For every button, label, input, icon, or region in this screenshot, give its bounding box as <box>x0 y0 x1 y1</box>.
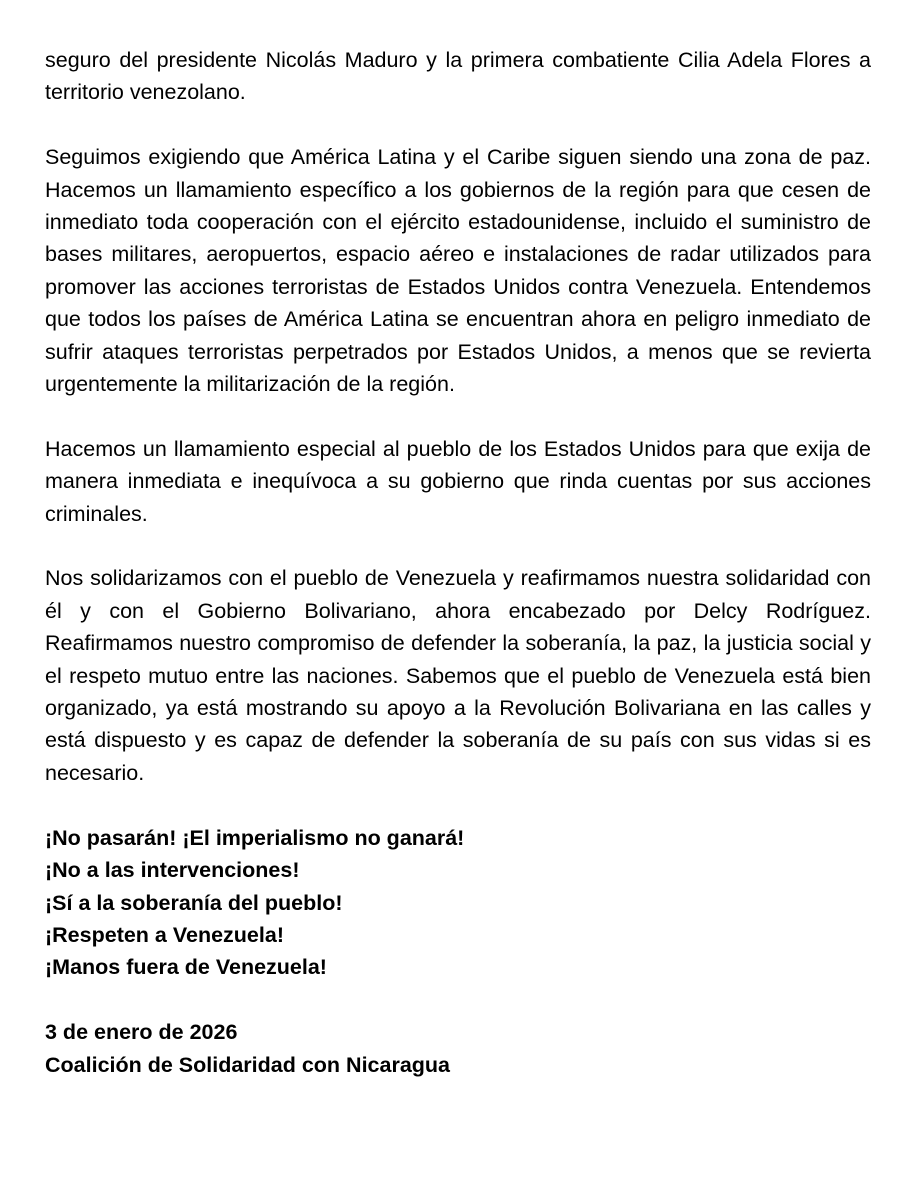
signature-organization: Coalición de Solidaridad con Nicaragua <box>45 1052 451 1077</box>
signature-date: 3 de enero de 2026 <box>45 1020 238 1045</box>
paragraph-zone-of-peace: Seguimos exigiendo que América Latina y el Caribe siguen siendo una zona de paz. Hacemos un llamamiento específico a los gobiernos de la región para que cesen de inmediato toda cooperación con el ejército estadounidense, incluido el suministro de bases militares, aeropuertos, espacio aéreo e instalaciones de radar utilizados para promover las acciones terroristas de Estados Unidos contra Venezuela. Entendemos que todos los países de América Latina se encuentran ahora en peligro inmediato de sufrir ataques terroristas perpetrados por Estados Unidos, a menos que se revierta urgentemente la militarización de la región. <box>45 145 871 397</box>
paragraph-solidarity: Nos solidarizamos con el pueblo de Venezuela y reafirmamos nuestra solidaridad con él y con el Gobierno Bolivariano, ahora encabezado por Delcy Rodríguez. Reafirmamos nuestro compromiso de defender la soberanía, la paz, la justicia social y el respeto mutuo entre las naciones. Sabemos que el pueblo de Venezuela está bien organizado, ya está mostrando su apoyo a la Revolución Bolivariana en las calles y está dispuesto y es capaz de defender la soberanía de su país con sus vidas si es necesario. <box>45 566 871 785</box>
slogan-line: ¡Manos fuera de Venezuela! <box>45 955 327 980</box>
slogan-line: ¡Sí a la soberanía del pueblo! <box>45 890 343 915</box>
slogans-block <box>45 822 871 984</box>
document-page <box>45 44 871 1113</box>
slogan-line: ¡No pasarán! ¡El imperialismo no ganará! <box>45 825 465 850</box>
slogan-line: ¡No a las intervenciones! <box>45 858 300 883</box>
slogan-line: ¡Respeten a Venezuela! <box>45 922 284 947</box>
signature-block <box>45 1016 871 1081</box>
paragraph-return-of-president: seguro del presidente Nicolás Maduro y la primera combatiente Cilia Adela Flores a territorio venezolano. <box>45 48 871 105</box>
paragraph-call-to-us-people: Hacemos un llamamiento especial al pueblo de los Estados Unidos para que exija de manera inmediata e inequívoca a su gobierno que rinda cuentas por sus acciones criminales. <box>45 436 871 526</box>
